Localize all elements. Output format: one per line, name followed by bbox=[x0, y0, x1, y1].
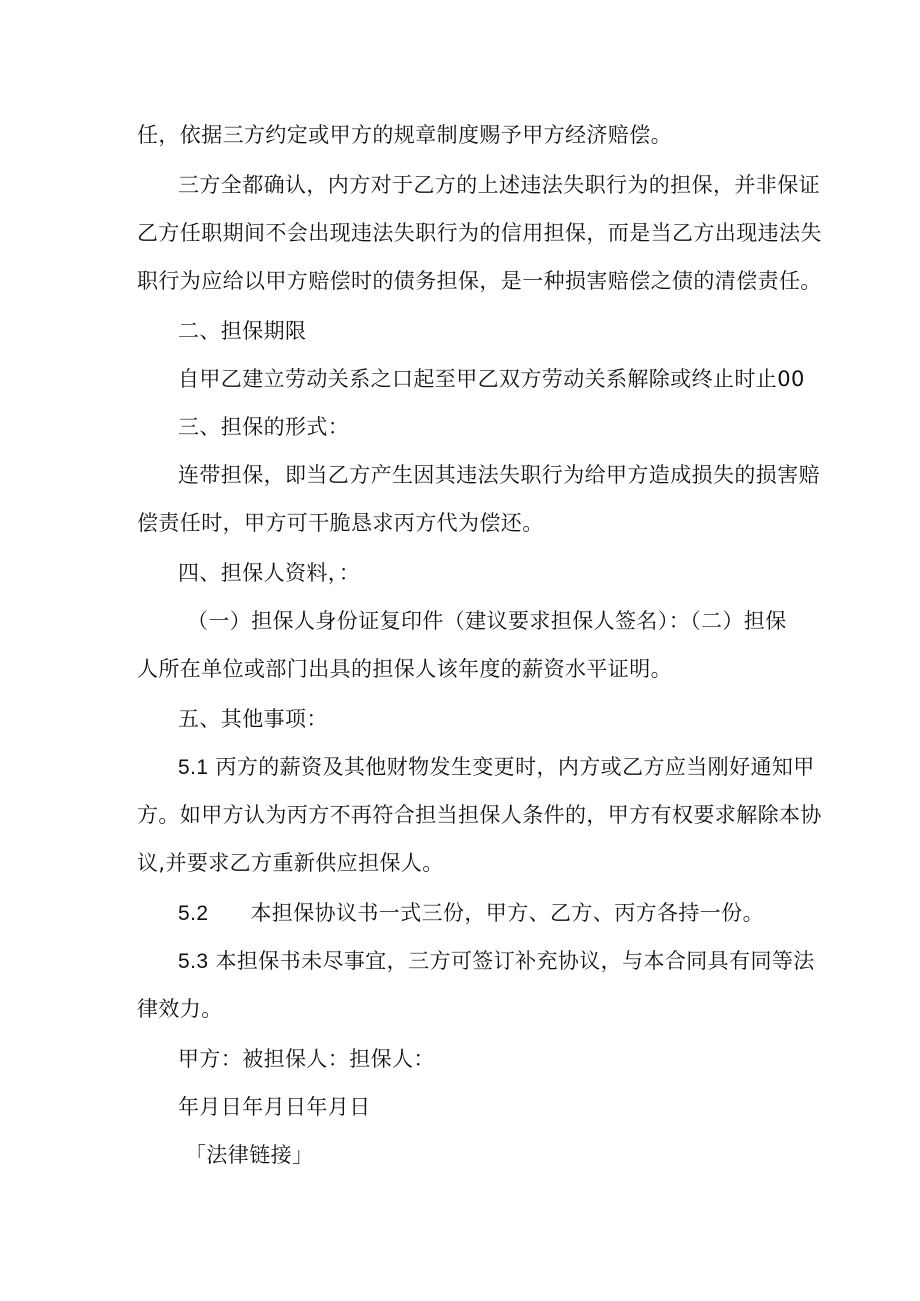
legal-link-heading bbox=[185, 1140, 313, 1170]
text: 人所在单位或部门出具的担保人该年度的薪资水平证明。 bbox=[137, 657, 672, 681]
text: 丙方的薪资及其他财物发生变更时，内方或乙方应当刚好通知甲 bbox=[215, 755, 815, 779]
paragraph-line bbox=[137, 654, 672, 684]
text: 三、担保的形式： bbox=[178, 415, 350, 439]
paragraph-line bbox=[137, 266, 822, 296]
text: 连带担保，即当乙方产生因其违法失职行为给甲方造成损失的损害赔 bbox=[178, 463, 820, 487]
text: 五、其他事项： bbox=[178, 707, 328, 731]
clause-number: 5.1 bbox=[178, 756, 209, 779]
date-line bbox=[178, 1092, 371, 1122]
text: 本担保书未尽事宜，三方可签订补充协议，与本合同具有同等法 bbox=[215, 949, 815, 973]
text: 律效力。 bbox=[137, 997, 223, 1021]
section-heading bbox=[178, 412, 349, 442]
paragraph-line bbox=[187, 606, 787, 636]
text: 任，依据三方约定或甲方的规章制度赐予甲方经济赔偿。 bbox=[137, 123, 672, 147]
text: 甲方：被担保人：担保人： bbox=[178, 1047, 435, 1071]
section-heading bbox=[178, 558, 360, 588]
text: 四、担保人资料，： bbox=[178, 561, 361, 585]
paragraph-line bbox=[178, 898, 764, 928]
paragraph-line bbox=[137, 994, 223, 1024]
paragraph-line bbox=[178, 170, 820, 200]
text: 本担保协议书一式三份，甲方、乙方、丙方各持一份。 bbox=[250, 901, 765, 925]
paragraph-line bbox=[178, 364, 805, 394]
paragraph-line bbox=[137, 508, 544, 538]
text: 方。如甲方认为丙方不再符合担当担保人条件的，甲方有权要求解除本协 bbox=[137, 803, 822, 827]
text: 三方全都确认，内方对于乙方的上述违法失职行为的担保，并非保证 bbox=[178, 173, 820, 197]
paragraph-line bbox=[178, 946, 815, 976]
text: 职行为应给以甲方赔偿时的债务担保，是一种损害赔偿之债的清偿责任。 bbox=[137, 269, 822, 293]
paragraph-line bbox=[137, 218, 822, 248]
paragraph-line bbox=[178, 460, 820, 490]
signature-line bbox=[178, 1044, 435, 1074]
text: 二、担保期限 bbox=[178, 319, 307, 343]
section-heading bbox=[178, 704, 328, 734]
section-heading bbox=[178, 316, 306, 346]
text: 乙方任职期间不会出现违法失职行为的信用担保，而是当乙方出现违法失 bbox=[137, 221, 822, 245]
paragraph-line bbox=[137, 120, 672, 150]
clause-number: 5.3 bbox=[178, 950, 209, 973]
paragraph-line bbox=[178, 752, 815, 782]
text: 议,并要求乙方重新供应担保人。 bbox=[137, 851, 444, 875]
paragraph-line bbox=[137, 800, 822, 830]
text: 「法律链接」 bbox=[185, 1143, 314, 1167]
text: 年月日年月日年月日 bbox=[178, 1095, 371, 1119]
clause-number: 5.2 bbox=[178, 902, 209, 925]
text: （一）担保人身份证复印件（建议要求担保人签名）：（二）担保 bbox=[187, 609, 787, 633]
text: 偿责任时，甲方可干脆恳求丙方代为偿还。 bbox=[137, 511, 544, 535]
paragraph-line bbox=[137, 848, 444, 878]
text: 自甲乙建立劳动关系之口起至甲乙双方劳动关系解除或终止时止00 bbox=[178, 367, 805, 391]
